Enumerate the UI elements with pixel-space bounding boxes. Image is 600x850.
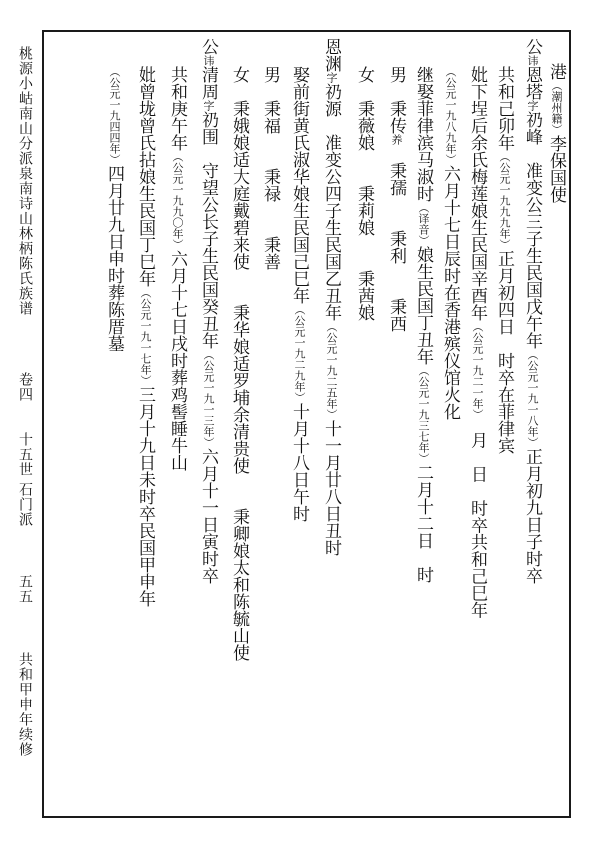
annotation-text: （公元一九一八年） — [526, 349, 539, 448]
genealogy-text: 继娶菲律滨马淑时 — [413, 66, 433, 202]
text-column — [105, 66, 122, 352]
margin-volume: 卷四 — [17, 372, 33, 402]
annotation-text: 字 — [325, 72, 338, 83]
text-column — [441, 66, 458, 420]
text-column — [261, 66, 278, 270]
genealogy-text: 公 — [522, 38, 542, 55]
genealogy-text: 港 — [546, 63, 566, 80]
text-column — [414, 66, 431, 583]
genealogy-text: 共和庚午年 — [167, 66, 187, 151]
annotation-text: （公元一九二九年） — [293, 304, 306, 403]
genealogy-text: 十一月廿八日丑时 — [321, 420, 341, 556]
text-column — [495, 66, 512, 454]
genealogy-text: 月 日 时卒共和己巳年 — [467, 414, 487, 619]
annotation-text: （公元一九八九年） — [444, 66, 457, 165]
annotation-text: 讳 — [526, 55, 539, 66]
genealogy-text: 男 秉传 — [386, 66, 406, 134]
genealogy-text: 女 秉薇娘 秉莉娘 秉茜娘 — [354, 66, 374, 321]
text-column — [230, 66, 247, 661]
genealogy-text: 妣下埕后余氏梅莲娘生民国辛酉年 — [467, 66, 487, 321]
margin-generation: 十五世 — [17, 432, 33, 477]
annotation-text: （公元一九四四年） — [108, 66, 121, 165]
annotation-text: （公元一九一三年） — [202, 349, 215, 448]
genealogy-text: 礽峰 准变公三子生民国戊午年 — [522, 111, 542, 349]
margin-branch: 石门派 — [17, 482, 33, 527]
text-column — [136, 66, 153, 607]
text-column — [387, 66, 404, 332]
genealogy-text: 正月初四日 时卒在菲律宾 — [494, 250, 514, 454]
genealogy-text: 六月十七日戌时葬鸡髻睡牛山 — [167, 250, 187, 471]
genealogy-text: 二月十二日 时 — [413, 464, 433, 583]
annotation-text: （译音） — [417, 202, 430, 246]
genealogy-text: 共和己卯年 — [494, 66, 514, 151]
text-column — [322, 38, 339, 556]
annotation-text: 养 — [390, 134, 403, 145]
genealogy-text: 娘生民国丁丑年 — [413, 246, 433, 365]
annotation-text: （公元一九九九年） — [498, 151, 511, 250]
annotation-text: 字 — [526, 100, 539, 111]
text-column — [468, 66, 485, 619]
text-column — [168, 66, 185, 471]
annotation-text: （公元一九二一年） — [471, 321, 484, 415]
genealogy-text: 恩渊 — [321, 38, 341, 72]
annotation-text: （公元一九九〇年） — [171, 151, 184, 250]
annotation-text: （公元一九一七年） — [139, 287, 152, 386]
genealogy-text: 女 秉娥娘适大庭戴碧来使 秉华娘适罗埔余清贵使 秉卿娘太和陈毓山使 — [229, 66, 249, 661]
genealogy-text: 娶前街黄氏淑华娘生民国己巳年 — [289, 66, 309, 304]
text-column — [199, 38, 216, 584]
genealogy-text: 李保国使 — [546, 135, 566, 203]
genealogy-text: 礽源 准变公四子生民国乙丑年 — [321, 83, 341, 321]
annotation-text: 字 — [202, 100, 215, 111]
genealogy-text: 清周 — [198, 66, 218, 100]
genealogy-text: 六月十七日辰时在香港殡仪馆火化 — [440, 165, 460, 420]
genealogy-text: 六月十一日寅时卒 — [198, 448, 218, 584]
text-column — [547, 63, 564, 203]
annotation-text: 讳 — [202, 55, 215, 66]
text-column — [523, 38, 540, 584]
annotation-text: （公元一九三七年） — [417, 365, 430, 464]
genealogy-text: 十月十八日午时 — [289, 403, 309, 522]
genealogy-text: 正月初九日子时卒 — [522, 448, 542, 584]
genealogy-text: 公 — [198, 38, 218, 55]
text-column — [355, 66, 372, 321]
genealogy-text: 礽围 守望公长子生民国癸丑年 — [198, 111, 218, 349]
genealogy-text: 妣曾垅曾氏拈娘生民国丁巳年 — [135, 66, 155, 287]
genealogy-text: 男 秉福 秉禄 秉善 — [260, 66, 280, 270]
annotation-text: （公元一九二五年） — [325, 321, 338, 420]
genealogy-text: 秉孺 秉利 秉西 — [386, 145, 406, 332]
genealogy-text: 四月廿九日申时葬陈厝墓 — [104, 165, 124, 352]
genealogy-text: 恩塔 — [522, 66, 542, 100]
margin-page-number: 五五 — [17, 574, 33, 604]
annotation-text: （潮州籍） — [550, 80, 563, 135]
text-column — [290, 66, 307, 522]
genealogy-text: 三月十九日未时卒民国甲申年 — [135, 386, 155, 607]
margin-title: 桃源小岵南山分派泉南诗山林柄陈氏族谱 — [17, 46, 33, 316]
margin-edition: 共和甲申年续修 — [17, 652, 33, 757]
